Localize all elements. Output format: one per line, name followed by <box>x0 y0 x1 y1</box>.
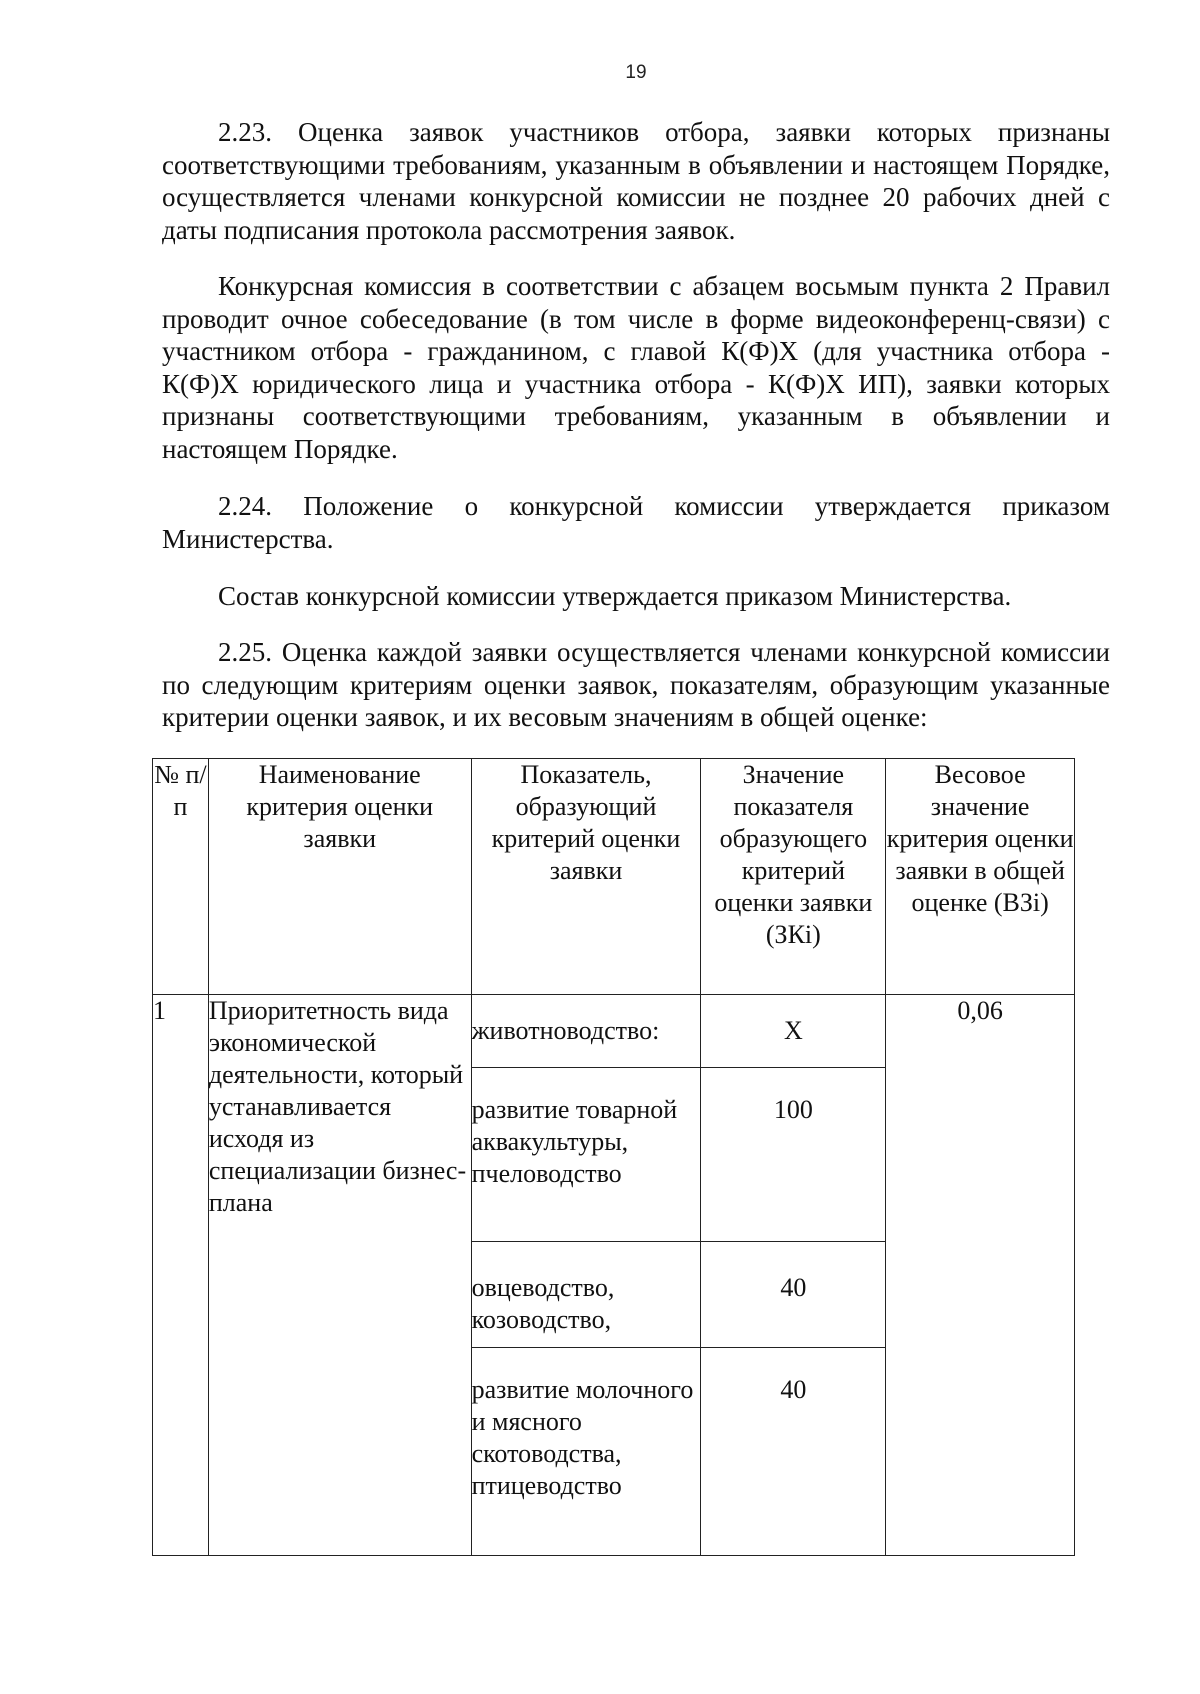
header-indicator-label: Показатель, образующий критерий оценки заявки <box>491 760 681 885</box>
criterion-name: Приоритетность вида экономической деятельности, который устанавливается исходя из специализации бизнес-плана <box>208 995 471 1556</box>
table-header-row <box>153 759 1075 995</box>
paragraph-2-23: 2.23. Оценка заявок участников отбора, заявки которых признаны соответствующими требованиям, указанным в объявлении и настоящем Порядке, осуществляется членами конкурсной комиссии не позднее 20 рабочих дней с даты подписания протокола рассмотрения заявок. <box>162 117 1110 245</box>
header-num <box>153 759 209 995</box>
criterion-weight: 0,06 <box>886 995 1075 1556</box>
header-weight <box>886 759 1075 995</box>
indicator-sheep-goat: овцеводство, козоводство, <box>471 1242 701 1348</box>
header-criterion-name <box>208 759 471 995</box>
criteria-table <box>152 758 1075 1556</box>
paragraph-2-25: 2.25. Оценка каждой заявки осуществляется членами конкурсной комиссии по следующим критериям оценки заявок, показателям, образующим указанные критерии оценки заявок, и их весовым значениям в общей оценке: <box>162 637 1110 732</box>
paragraph-2-24: 2.24. Положение о конкурсной комиссии утверждается приказом Министерства. <box>162 491 1110 554</box>
table-row <box>153 995 1075 1068</box>
indicator-livestock: животноводство: <box>471 995 701 1068</box>
indicator-cattle-poultry: развитие молочного и мясного скотоводства, птицеводство <box>471 1348 701 1556</box>
header-weight-label: Весовое значение критерия оценки заявки в общей оценке (ВЗi) <box>886 760 1074 917</box>
page-number: 19 <box>625 62 647 83</box>
value-livestock: Х <box>701 995 886 1068</box>
row-number: 1 <box>153 995 209 1556</box>
header-value-label: Значение показателя образующего критерий оценки заявки (ЗКi) <box>714 760 873 949</box>
header-criterion-name-label: Наименование критерия оценки заявки <box>246 760 434 853</box>
header-num-label: № п/п <box>154 760 207 821</box>
indicator-aquaculture: развитие товарной аквакультуры, пчеловодство <box>471 1068 701 1242</box>
value-aquaculture: 100 <box>701 1068 886 1242</box>
header-value <box>701 759 886 995</box>
header-indicator <box>471 759 701 995</box>
value-sheep-goat: 40 <box>701 1242 886 1348</box>
paragraph-interview: Конкурсная комиссия в соответствии с абзацем восьмым пункта 2 Правил проводит очное собеседование (в том числе в форме видеоконференц-связи) с участником отбора - гражданином, с главой К(Ф)Х (для участника отбора - К(Ф)Х юридического лица и участника отбора - К(Ф)Х ИП), заявки которых признаны соответствующими требованиям, указанным в объявлении и настоящем Порядке. <box>162 271 1110 464</box>
paragraph-commission-composition: Состав конкурсной комиссии утверждается приказом Министерства. <box>218 581 1012 611</box>
value-cattle-poultry: 40 <box>701 1348 886 1556</box>
